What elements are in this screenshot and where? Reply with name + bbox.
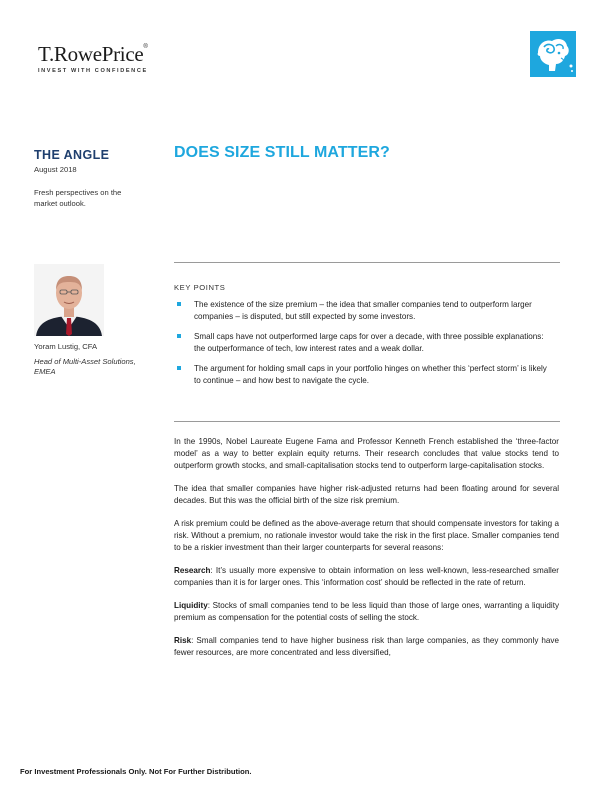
list-item: Small caps have not outperformed large caps for over a decade, with three possible explanations: the outperformance of tech, low interest rates and a weak dollar. (174, 331, 554, 355)
key-points-list (174, 299, 554, 395)
publication-date: August 2018 (34, 165, 77, 174)
key-points-bottom-divider (174, 421, 560, 422)
key-points-top-divider (174, 262, 560, 263)
body-paragraph: The idea that smaller companies have higher risk-adjusted returns had been floating around for several decades. But this was the official birth of the size risk premium. (174, 484, 559, 505)
body-paragraph: In the 1990s, Nobel Laureate Eugene Fama and Professor Kenneth French established the ‘three-factor model’ as a way to better explain equity returns. Their research concludes that value stocks tend to outperform growth stocks, and small-capitalisation stocks tend to outperform large-capitalisation stocks. (174, 437, 559, 470)
author-photo (34, 264, 104, 336)
series-title: THE ANGLE (34, 148, 110, 162)
square-bullet-icon (177, 366, 181, 370)
article-body (174, 436, 559, 670)
list-item: The argument for holding small caps in your portfolio hinges on whether this ‘perfect storm’ is likely to continue – and how best to navigate the cycle. (174, 363, 554, 387)
article-title: DOES SIZE STILL MATTER? (174, 144, 390, 161)
footer-disclaimer: For Investment Professionals Only. Not For Further Distribution. (20, 767, 252, 776)
body-paragraph-research: Research: It’s usually more expensive to obtain information on less well-known, less-researched smaller companies than it is for larger ones. This ‘information cost’ should be reflected in the rate of return. (174, 566, 559, 587)
author-role: Head of Multi-Asset Solutions, EMEA (34, 357, 136, 376)
square-bullet-icon (177, 334, 181, 338)
logo-wordmark: T.RowePrice® (38, 42, 148, 66)
series-description: Fresh perspectives on the market outlook. (34, 188, 122, 208)
body-paragraph: A risk premium could be defined as the above-average return that should compensate investors for taking a risk. Without a premium, no rationale investor would take the risk in the first place. Smaller companies tend to be a riskier investment than their larger counterparts for several reasons: (174, 519, 559, 552)
body-paragraph-liquidity: Liquidity: Stocks of small companies tend to be less liquid than those of large ones, warranting a liquidity premium as compensation for the potential costs of selling the stock. (174, 601, 559, 622)
author-name: Yoram Lustig, CFA (34, 342, 98, 351)
brand-logo (38, 44, 148, 74)
list-item: The existence of the size premium – the idea that smaller companies tend to outperform larger companies – is disputed, but still expected by some investors. (174, 299, 554, 323)
key-points-label: KEY POINTS (174, 283, 226, 292)
square-bullet-icon (177, 302, 181, 306)
ram-logo-icon (530, 31, 576, 77)
logo-tagline: INVEST WITH CONFIDENCE (38, 68, 148, 74)
body-paragraph-risk: Risk: Small companies tend to have higher business risk than large companies, as they commonly have fewer resources, are more concentrated and less diversified, (174, 636, 559, 657)
